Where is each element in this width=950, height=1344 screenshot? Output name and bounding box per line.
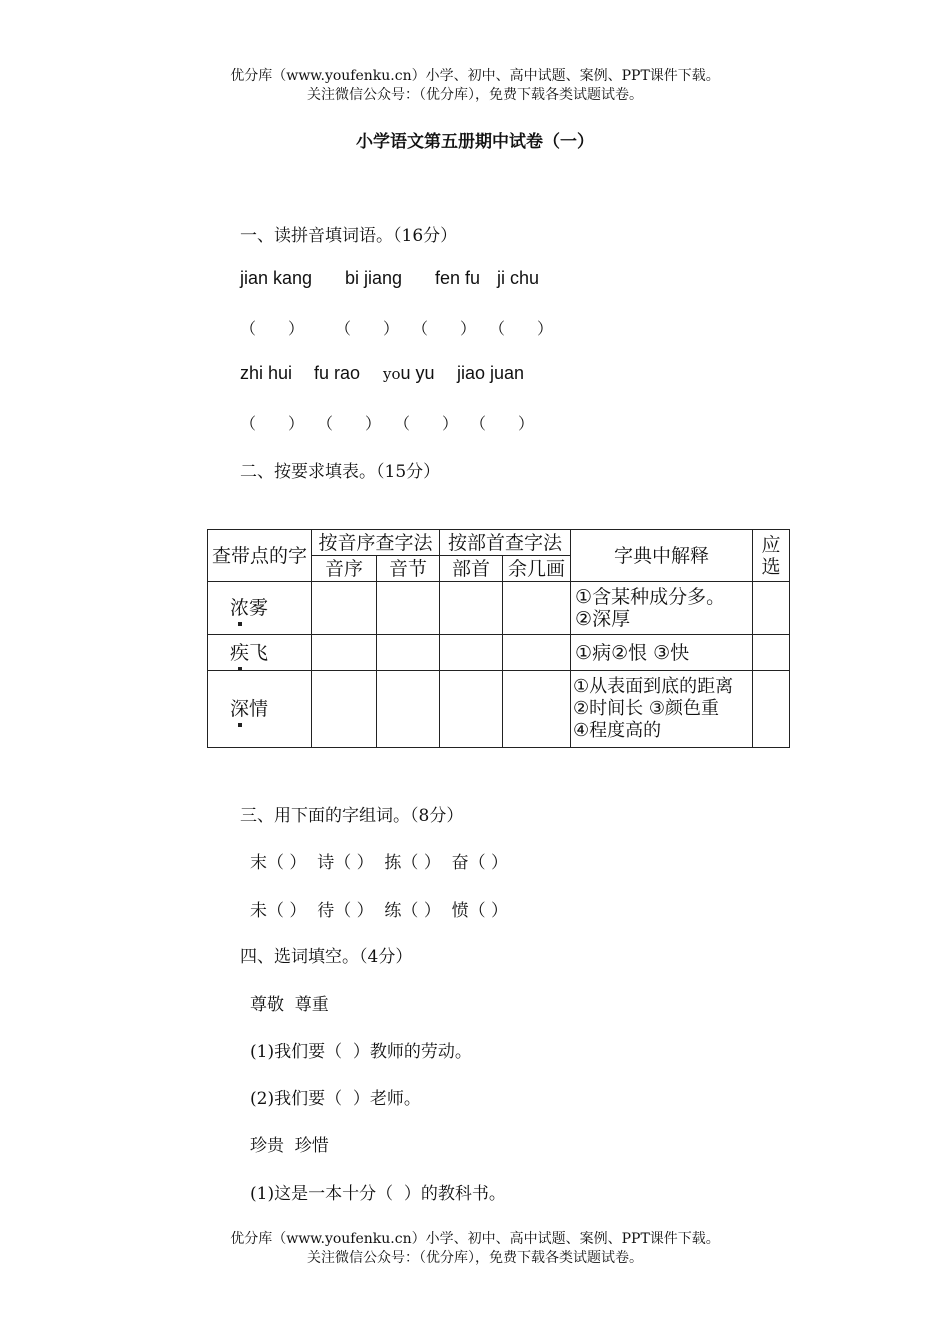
- header-line-2: 关注微信公众号：（优分库），免费下载各类试题试卷。: [307, 87, 643, 103]
- answer-blank-5[interactable]: （ ）: [240, 414, 305, 433]
- pinyin-you-yu-rest: u yu: [400, 363, 435, 383]
- cell-blank[interactable]: [753, 670, 790, 747]
- cell-blank[interactable]: [312, 635, 377, 670]
- sentence-3: (1)这是一本十分（ ）的教科书。: [250, 1184, 506, 1204]
- footer-line-1: 优分库（www.youfenku.cn）小学、初中、高中试题、案例、PPT课件下载。: [230, 1231, 720, 1247]
- row-definition-jifei: ①病②恨 ③快: [571, 635, 753, 670]
- sub-header-letter: 音序: [312, 556, 377, 582]
- answer-blank-6[interactable]: （ ）: [317, 414, 382, 433]
- cell-blank[interactable]: [503, 582, 571, 635]
- pinyin-you-yu-small: yo: [383, 365, 401, 383]
- cell-blank[interactable]: [377, 670, 440, 747]
- q3-row-1: 末（ ） 诗（ ） 拣（ ） 奋（ ）: [250, 853, 509, 873]
- q2-heading: 二、按要求填表。（15分）: [240, 462, 441, 482]
- word-pair-1: 尊敬 尊重: [250, 995, 329, 1015]
- pinyin-ji-chu: ji chu: [497, 268, 540, 288]
- answer-blank-3[interactable]: （ ）: [412, 319, 477, 338]
- pinyin-zhi-hui: zhi hui: [240, 363, 293, 383]
- cell-blank[interactable]: [312, 670, 377, 747]
- pinyin-bi-jiang: bi jiang: [345, 268, 403, 288]
- sub-header-syllable: 音节: [377, 556, 440, 582]
- cell-blank[interactable]: [377, 635, 440, 670]
- q1-heading: 一、读拼音填词语。（16分）: [240, 226, 458, 246]
- answer-blank-2[interactable]: （ ）: [335, 319, 400, 338]
- col-header-phonetic: 按音序查字法: [312, 530, 440, 556]
- row-definition-nongwu: ①含某种成分多。 ②深厚: [571, 582, 753, 635]
- col-header-char: 查带点的字: [208, 530, 312, 582]
- col-header-definition: 字典中解释: [571, 530, 753, 582]
- answer-blank-1[interactable]: （ ）: [240, 319, 305, 338]
- cell-blank[interactable]: [377, 582, 440, 635]
- cell-blank[interactable]: [753, 582, 790, 635]
- pinyin-fu-rao: fu rao: [314, 363, 361, 383]
- cell-blank[interactable]: [753, 635, 790, 670]
- page-title: 小学语文第五册期中试卷（一）: [356, 132, 594, 152]
- cell-blank[interactable]: [312, 582, 377, 635]
- row-char-shenqing: 深情: [208, 670, 312, 747]
- sub-header-strokes: 余几画: [503, 556, 571, 582]
- dictionary-table: [207, 529, 790, 748]
- col-header-choose: 应选: [753, 530, 790, 582]
- row-char-jifei: 疾飞: [208, 635, 312, 670]
- cell-blank[interactable]: [440, 670, 503, 747]
- sub-header-radical: 部首: [440, 556, 503, 582]
- cell-blank[interactable]: [440, 582, 503, 635]
- sentence-2: (2)我们要（ ）老师。: [250, 1089, 421, 1109]
- answer-blank-7[interactable]: （ ）: [394, 414, 459, 433]
- row-definition-shenqing: ①从表面到底的距离 ②时间长 ③颜色重 ④程度高的: [571, 670, 753, 747]
- answer-blank-8[interactable]: （ ）: [470, 414, 535, 433]
- sentence-1: (1)我们要（ ）教师的劳动。: [250, 1042, 472, 1062]
- page-header: [0, 67, 950, 105]
- cell-blank[interactable]: [503, 670, 571, 747]
- cell-blank[interactable]: [503, 635, 571, 670]
- pinyin-fen-fu: fen fu: [435, 268, 481, 288]
- header-line-1: 优分库（www.youfenku.cn）小学、初中、高中试题、案例、PPT课件下载。: [230, 68, 720, 84]
- col-header-radical: 按部首查字法: [440, 530, 571, 556]
- pinyin-jian-kang: jian kang: [240, 268, 313, 288]
- q3-row-2: 未（ ） 待（ ） 练（ ） 愤（ ）: [250, 901, 509, 921]
- word-pair-2: 珍贵 珍惜: [250, 1136, 329, 1156]
- pinyin-you-yu: [383, 363, 435, 384]
- footer-line-2: 关注微信公众号：（优分库），免费下载各类试题试卷。: [307, 1250, 643, 1266]
- q3-heading: 三、用下面的字组词。（8分）: [240, 806, 464, 826]
- page-footer: [0, 1230, 950, 1268]
- cell-blank[interactable]: [440, 635, 503, 670]
- pinyin-jiao-juan: jiao juan: [457, 363, 525, 383]
- row-char-nongwu: 浓雾: [208, 582, 312, 635]
- answer-blank-4[interactable]: （ ）: [489, 319, 554, 338]
- q4-heading: 四、选词填空。（4分）: [240, 947, 413, 967]
